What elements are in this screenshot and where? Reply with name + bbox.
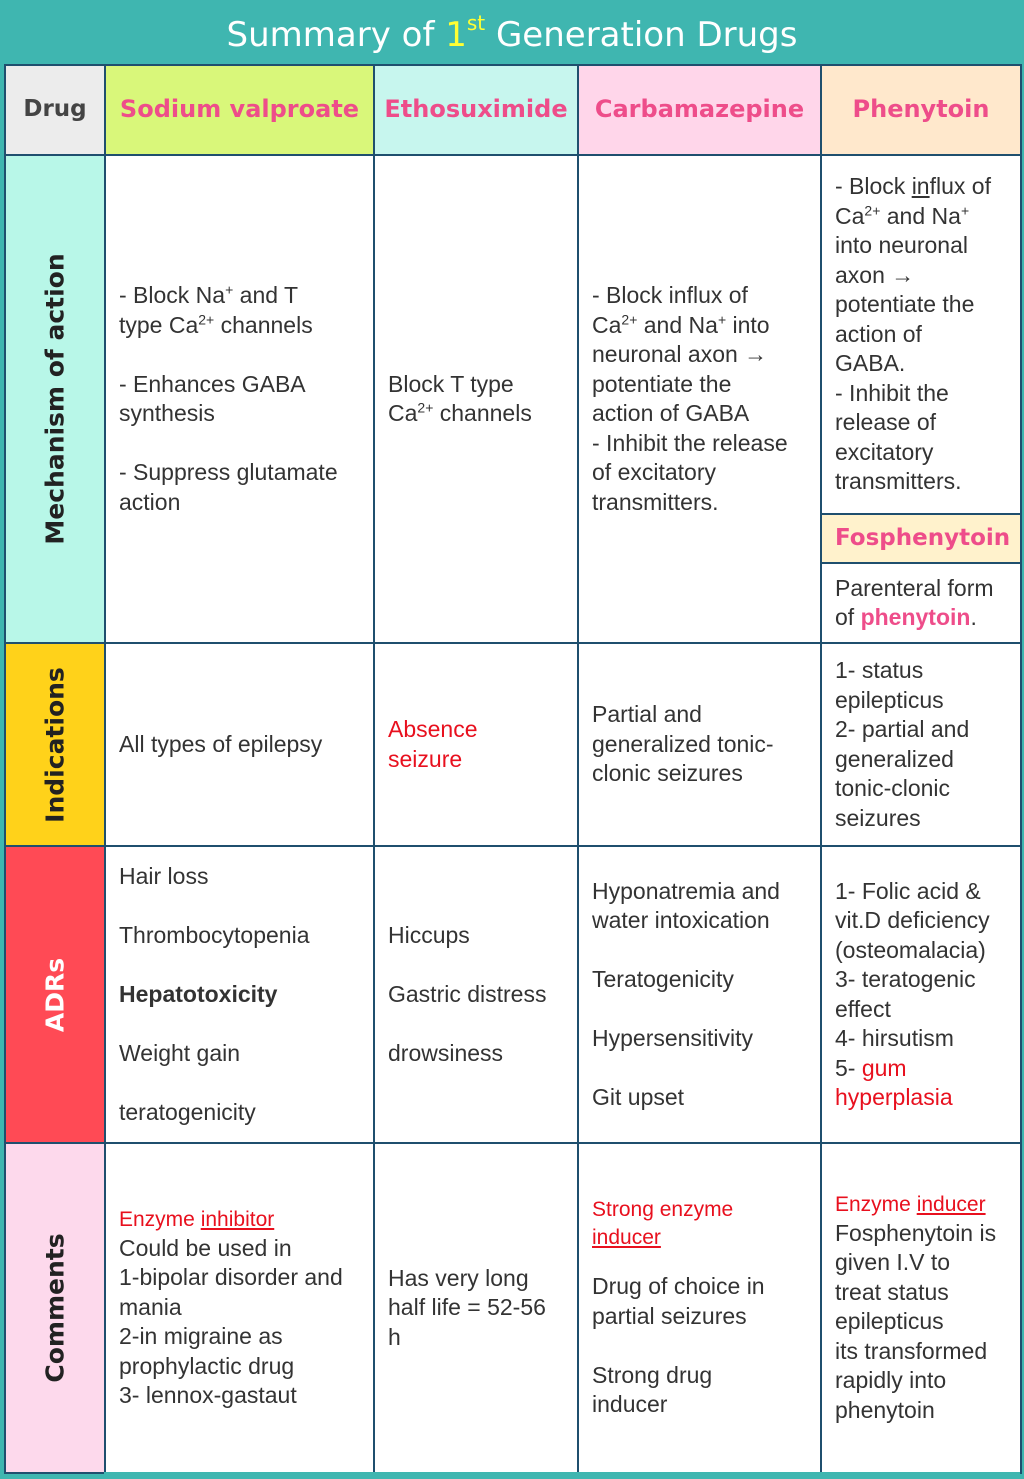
indications-ethosuximide: Absence seizure (374, 643, 578, 846)
adrs-row (5, 846, 1021, 1143)
comments-ethosuximide: Has very long half life = 52-56 h (374, 1143, 578, 1473)
mechanism-row (5, 155, 1021, 514)
mechanism-phenytoin: - Block influx of $Ca^{2+}$ and Na+ into neuronal axon → potentiate the action of GABA. - Inhibit the release of excitatory transmitters. (821, 155, 1021, 514)
comments-phenytoin: Enzyme inducer Fosphenytoin is given I.V to treat status epilepticus its transformed rapidly into phenytoin (821, 1143, 1021, 1473)
indications-row (5, 643, 1021, 846)
indications-phenytoin: 1- status epilepticus 2- partial and generalized tonic-clonic seizures (821, 643, 1021, 846)
indications-carbamazepine: Partial and generalized tonic- clonic seizures (578, 643, 821, 846)
adrs-valproate: Hair loss Thrombocytopenia Hepatotoxicity Weight gain teratogenicity (105, 846, 374, 1143)
header-row (5, 65, 1021, 155)
row-label-indications: Indications (5, 643, 105, 846)
bottom-bar (104, 1472, 1020, 1479)
drug-summary-table (4, 64, 1022, 1474)
comments-carbamazepine: Strong enzyme inducer Drug of choice in partial seizures Strong drug inducer (578, 1143, 821, 1473)
comments-valproate: Enzyme inhibitor Could be used in 1-bipolar disorder and mania 2-in migraine as prophylactic drug 3- lennox-gastaut (105, 1143, 374, 1473)
mechanism-valproate: - Block Na+ and T type $Ca^{2+}$ channels - Enhances GABA synthesis - Suppress glutamate action (105, 155, 374, 643)
header-ethosuximide: Ethosuximide (374, 65, 578, 155)
mechanism-ethosuximide: Block T type $Ca^{2+}$ channels (374, 155, 578, 643)
comments-row (5, 1143, 1021, 1473)
mechanism-carbamazepine: - Block influx of $Ca^{2+}$ and Na+ into neuronal axon → potentiate the action of GABA - Inhibit the release of excitatory transmitters. (578, 155, 821, 643)
header-carbamazepine: Carbamazepine (578, 65, 821, 155)
fosphenytoin-description: Parenteral form of phenytoin. (821, 563, 1021, 643)
adrs-carbamazepine: Hyponatremia and water intoxication Teratogenicity Hypersensitivity Git upset (578, 846, 821, 1143)
row-label-adrs: ADRs (5, 846, 105, 1143)
header-drug: Drug (5, 65, 105, 155)
title-number: 1st (445, 10, 486, 55)
page-title: Summary of 1st Generation Drugs (4, 4, 1020, 62)
adrs-ethosuximide: Hiccups Gastric distress drowsiness (374, 846, 578, 1143)
adrs-phenytoin: 1- Folic acid & vit.D deficiency (osteomalacia) 3- teratogenic effect 4- hirsutism 5- gum hyperplasia (821, 846, 1021, 1143)
fosphenytoin-title: Fosphenytoin (821, 514, 1021, 563)
row-label-mechanism: Mechanism of action (5, 155, 105, 643)
header-sodium-valproate: Sodium valproate (105, 65, 374, 155)
indications-valproate: All types of epilepsy (105, 643, 374, 846)
header-phenytoin: Phenytoin (821, 65, 1021, 155)
row-label-comments: Comments (5, 1143, 105, 1473)
